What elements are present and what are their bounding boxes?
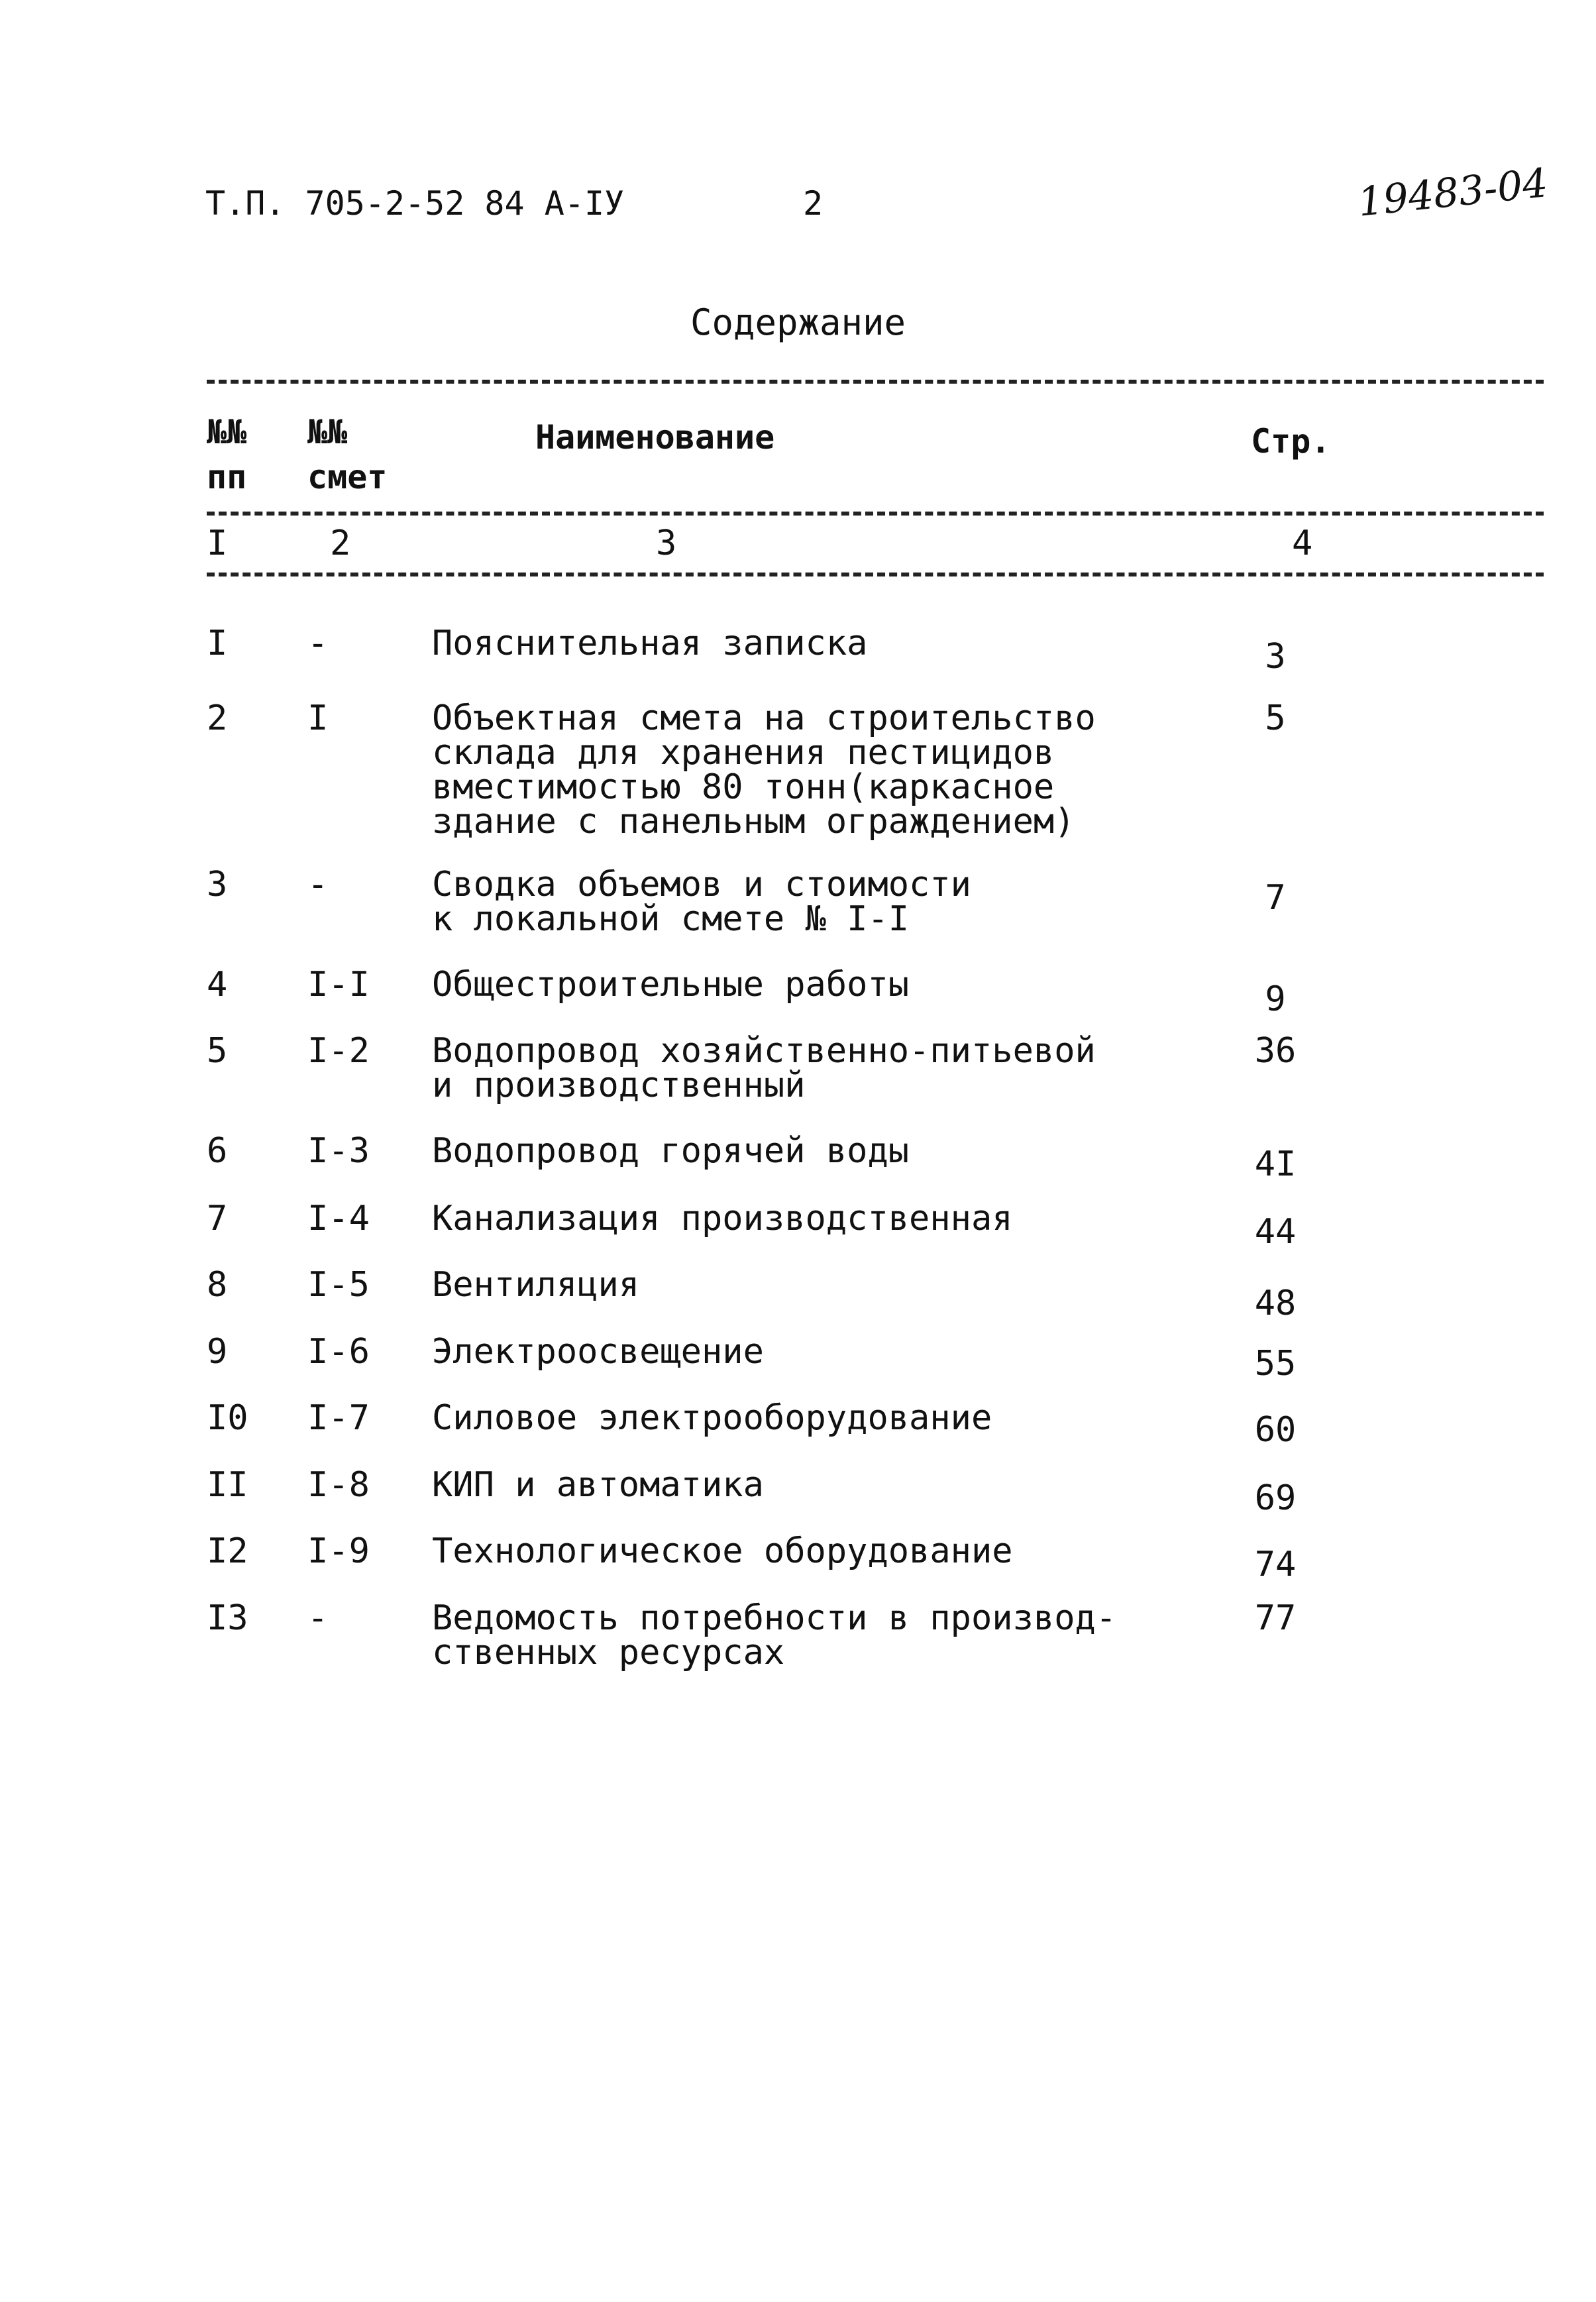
- row-number: 3: [207, 865, 228, 904]
- row-page: 77: [1254, 1598, 1297, 1638]
- smeta-number: I-I: [307, 965, 370, 1005]
- row-name: Водопровод хозяйственно-питьевой и производственный: [432, 1031, 1096, 1105]
- smeta-number: I-8: [307, 1465, 370, 1505]
- smeta-number: I-5: [307, 1265, 370, 1305]
- smeta-number: I-4: [307, 1199, 370, 1238]
- row-page: 5: [1265, 698, 1286, 738]
- row-number: 6: [207, 1131, 228, 1171]
- column-number-2: 2: [330, 523, 351, 563]
- row-page: 69: [1254, 1478, 1297, 1518]
- row-page: 60: [1254, 1410, 1297, 1450]
- row-name: Объектная смета на строительство склада для хранения пестицидов вместимостью 80 тонн(каркасное здание с панельным ограждением): [432, 698, 1096, 842]
- row-page: 7: [1265, 878, 1286, 918]
- row-page: 48: [1254, 1284, 1297, 1323]
- row-number: 8: [207, 1265, 228, 1305]
- row-number: 2: [207, 698, 228, 738]
- smeta-number: I-7: [307, 1398, 370, 1438]
- smeta-number: I-9: [307, 1531, 370, 1571]
- smeta-number: I: [307, 698, 329, 738]
- row-page: 4I: [1254, 1144, 1297, 1184]
- handwritten-inventory-number: 19483-04: [1356, 160, 1550, 226]
- row-number: 7: [207, 1199, 228, 1238]
- row-page: 3: [1265, 637, 1286, 677]
- row-name: Пояснительная записка: [432, 624, 868, 663]
- row-name: Вентиляция: [432, 1265, 640, 1305]
- header-smeta-number: №№ смет: [307, 413, 388, 496]
- row-number: 9: [207, 1332, 228, 1372]
- divider-top: [207, 380, 1544, 384]
- divider-column-numbers: [207, 573, 1544, 576]
- page-title: Содержание: [690, 301, 906, 343]
- column-number-3: 3: [656, 523, 677, 563]
- header-name: Наименование: [535, 418, 775, 457]
- row-number: I3: [207, 1598, 248, 1638]
- row-number: 4: [207, 965, 228, 1005]
- column-number-4: 4: [1292, 523, 1313, 563]
- row-name: Общестроительные работы: [432, 965, 910, 1005]
- row-name: Электроосвещение: [432, 1332, 764, 1372]
- smeta-number: -: [307, 624, 329, 663]
- row-number: 5: [207, 1031, 228, 1071]
- row-page: 44: [1254, 1212, 1297, 1252]
- row-page: 9: [1265, 979, 1286, 1019]
- row-name: Канализация производственная: [432, 1199, 1013, 1238]
- row-name: Водопровод горячей воды: [432, 1131, 910, 1171]
- divider-header: [207, 512, 1544, 516]
- row-page: 36: [1254, 1031, 1297, 1071]
- row-name: Технологическое оборудование: [432, 1531, 1013, 1571]
- row-number: I0: [207, 1398, 248, 1438]
- smeta-number: I-2: [307, 1031, 370, 1071]
- row-page: 55: [1254, 1344, 1297, 1384]
- header-row-number: №№ пп: [207, 413, 247, 496]
- row-name: Ведомость потребности в производ- ственных ресурсах: [432, 1598, 1117, 1672]
- smeta-number: -: [307, 1598, 329, 1638]
- row-name: Силовое электрооборудование: [432, 1398, 992, 1438]
- smeta-number: -: [307, 865, 329, 904]
- header-page: Стр.: [1251, 422, 1331, 461]
- smeta-number: I-6: [307, 1332, 370, 1372]
- row-name: КИП и автоматика: [432, 1465, 764, 1505]
- column-number-1: I: [207, 523, 228, 563]
- smeta-number: I-3: [307, 1131, 370, 1171]
- row-page: 74: [1254, 1545, 1297, 1584]
- row-number: II: [207, 1465, 248, 1505]
- row-name: Сводка объемов и стоимости к локальной смете № I-I: [432, 865, 971, 939]
- page-number: 2: [803, 184, 824, 223]
- document-code: Т.П. 705-2-52 84 А-IУ: [205, 184, 625, 223]
- row-number: I: [207, 624, 228, 663]
- row-number: I2: [207, 1531, 248, 1571]
